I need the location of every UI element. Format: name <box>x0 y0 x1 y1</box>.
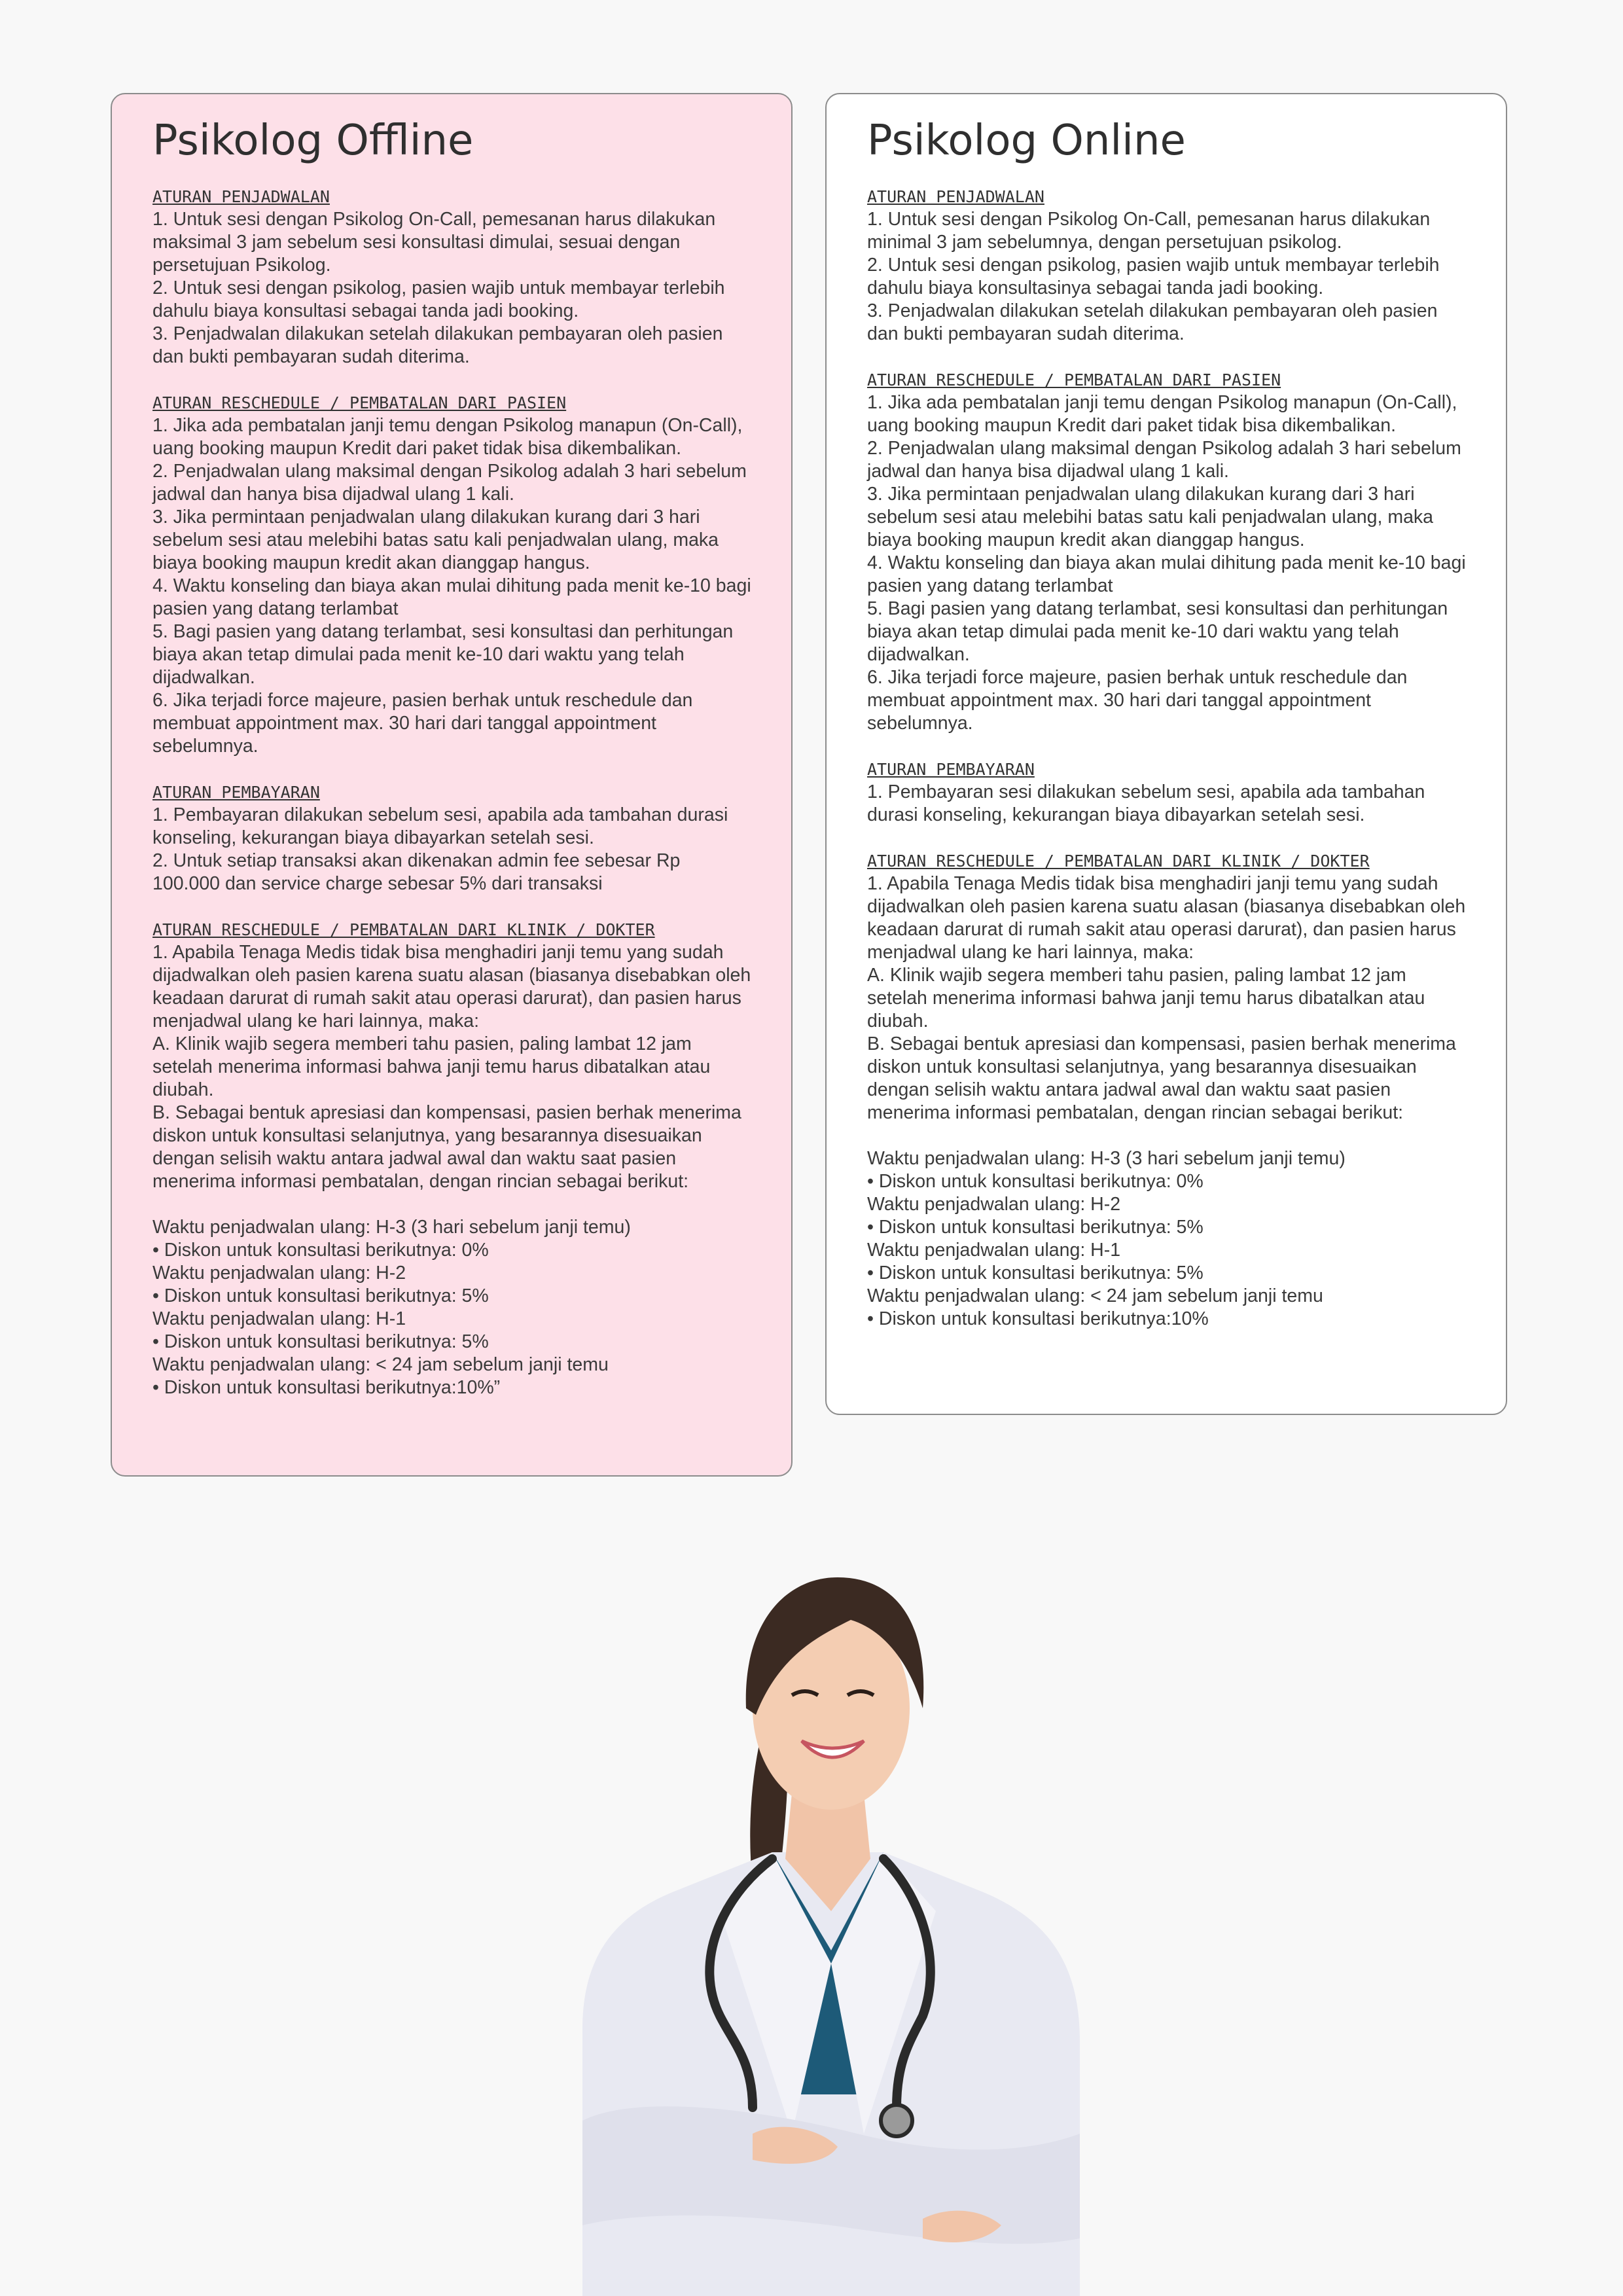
offline-card <box>111 93 793 1477</box>
online-title: Psikolog Online <box>867 117 1186 165</box>
section-heading: ATURAN RESCHEDULE / PEMBATALAN DARI PASIEN <box>152 393 567 413</box>
stethoscope-chest-piece <box>881 2105 912 2136</box>
section-body: 1. Pembayaran sesi dilakukan sebelum sesi, apabila ada tambahan durasi konseling, kekurangan biaya dibayarkan setelah sesi. <box>867 781 1425 826</box>
online-card <box>825 93 1507 1415</box>
online-section-patient-reschedule <box>867 368 1467 735</box>
section-heading: ATURAN RESCHEDULE / PEMBATALAN DARI KLINIK / DOKTER <box>152 920 655 940</box>
section-body: 1. Jika ada pembatalan janji temu dengan Psikolog manapun (On-Call), uang booking maupun Kredit dari paket tidak bisa dikembalikan. 2. Penjadwalan ulang maksimal dengan Psikolog adalah 3 hari sebelum jadwal dan hanya bisa dijadwal ulang 1 kali. 3. Jika permintaan penjadwalan ulang dilakukan kurang dari 3 hari sebelum sesi atau melebihi batas satu kali penjadwalan ulang, maka biaya booking maupun kredit akan dianggap hangus. 4. Waktu konseling dan biaya akan mulai dihitung pada menit ke-10 bagi pasien yang datang terlambat 5. Bagi pasien yang datang terlambat, sesi konsultasi dan perhitungan biaya akan tetap dimulai pada menit ke-10 dari waktu yang telah dijadwalkan. 6. Jika terjadi force majeure, pasien berhak untuk reschedule dan membuat appointment max. 30 hari dari tanggal appointment sebelumnya. <box>867 392 1466 734</box>
online-section-clinic-reschedule <box>867 850 1467 1331</box>
section-body: 1. Untuk sesi dengan Psikolog On-Call, pemesanan harus dilakukan minimal 3 jam sebelumnya, dengan persetujuan psikolog. 2. Untuk sesi dengan psikolog, pasien wajib untuk membayar terlebih dahulu biaya konsultasinya sebagai tanda jadi booking. 3. Penjadwalan dilakukan setelah dilakukan pembayaran oleh pasien dan bukti pembayaran sudah diterima. <box>867 209 1440 345</box>
section-heading: ATURAN PENJADWALAN <box>867 187 1044 207</box>
online-section-payment <box>867 758 1467 827</box>
offline-section-scheduling <box>152 185 752 368</box>
section-body: 1. Jika ada pembatalan janji temu dengan Psikolog manapun (On-Call), uang booking maupun Kredit dari paket tidak bisa dikembalikan. 2. Penjadwalan ulang maksimal dengan Psikolog adalah 3 hari sebelum jadwal dan hanya bisa dijadwal ulang 1 kali. 3. Jika permintaan penjadwalan ulang dilakukan kurang dari 3 hari sebelum sesi atau melebihi batas satu kali penjadwalan ulang, maka biaya booking maupun kredit akan dianggap hangus. 4. Waktu konseling dan biaya akan mulai dihitung pada menit ke-10 bagi pasien yang datang terlambat 5. Bagi pasien yang datang terlambat, sesi konsultasi dan perhitungan biaya akan tetap dimulai pada menit ke-10 dari waktu yang telah dijadwalkan. 6. Jika terjadi force majeure, pasien berhak untuk reschedule dan membuat appointment max. 30 hari dari tanggal appointment sebelumnya. <box>152 415 751 757</box>
section-heading: ATURAN PEMBAYARAN <box>867 760 1035 780</box>
section-heading: ATURAN PEMBAYARAN <box>152 783 320 802</box>
section-body: 1. Apabila Tenaga Medis tidak bisa menghadiri janji temu yang sudah dijadwalkan oleh pasien karena suatu alasan (biasanya disebabkan oleh keadaan darurat di rumah sakit atau operasi darurat), dan pasien harus menjadwal ulang ke hari lainnya, maka: A. Klinik wajib segera memberi tahu pasien, paling lambat 12 jam setelah menerima informasi bahwa janji temu harus dibatalkan atau diubah. B. Sebagai bentuk apresiasi dan kompensasi, pasien berhak menerima diskon untuk konsultasi selanjutnya, yang besarannya disesuaikan dengan selisih waktu antara jadwal awal dan waktu saat pasien menerima informasi pembatalan, dengan rincian sebagai berikut: Waktu penjadwalan ulang: H-3 (3 hari sebelum janji temu) • Diskon untuk konsultasi berikutnya: 0% Waktu penjadwalan ulang: H-2 • Diskon untuk konsultasi berikutnya: 5% Waktu penjadwalan ulang: H-1 • Diskon untuk konsultasi berikutnya: 5% Waktu penjadwalan ulang: < 24 jam sebelum janji temu • Diskon untuk konsultasi berikutnya:10%” <box>152 942 751 1399</box>
offline-section-payment <box>152 781 752 895</box>
section-body: 1. Pembayaran dilakukan sebelum sesi, apabila ada tambahan durasi konseling, kekurangan biaya dibayarkan setelah sesi. 2. Untuk setiap transaksi akan dikenakan admin fee sebesar Rp 100.000 dan service charge sebesar 5% dari transaksi <box>152 804 728 895</box>
online-section-scheduling <box>867 185 1467 346</box>
section-heading: ATURAN RESCHEDULE / PEMBATALAN DARI PASIEN <box>867 370 1281 390</box>
section-heading: ATURAN RESCHEDULE / PEMBATALAN DARI KLINIK / DOKTER <box>867 852 1370 871</box>
section-body: 1. Apabila Tenaga Medis tidak bisa menghadiri janji temu yang sudah dijadwalkan oleh pasien karena suatu alasan (biasanya disebabkan oleh keadaan darurat di rumah sakit atau operasi darurat), dan pasien harus menjadwal ulang ke hari lainnya, maka: A. Klinik wajib segera memberi tahu pasien, paling lambat 12 jam setelah menerima informasi bahwa janji temu harus dibatalkan atau diubah. B. Sebagai bentuk apresiasi dan kompensasi, pasien berhak menerima diskon untuk konsultasi selanjutnya, yang besarannya disesuaikan dengan selisih waktu antara jadwal awal dan waktu saat pasien menerima informasi pembatalan, dengan rincian sebagai berikut: Waktu penjadwalan ulang: H-3 (3 hari sebelum janji temu) • Diskon untuk konsultasi berikutnya: 0% Waktu penjadwalan ulang: H-2 • Diskon untuk konsultasi berikutnya: 5% Waktu penjadwalan ulang: H-1 • Diskon untuk konsultasi berikutnya: 5% Waktu penjadwalan ulang: < 24 jam sebelum janji temu • Diskon untuk konsultasi berikutnya:10% <box>867 873 1466 1330</box>
doctor-photo <box>556 1545 1106 2296</box>
offline-section-patient-reschedule <box>152 391 752 758</box>
offline-title: Psikolog Offline <box>152 117 474 165</box>
offline-section-clinic-reschedule <box>152 918 752 1399</box>
section-body: 1. Untuk sesi dengan Psikolog On-Call, pemesanan harus dilakukan maksimal 3 jam sebelum sesi konsultasi dimulai, sesuai dengan persetujuan Psikolog. 2. Untuk sesi dengan psikolog, pasien wajib untuk membayar terlebih dahulu biaya konsultasi sebagai tanda jadi booking. 3. Penjadwalan dilakukan setelah dilakukan pembayaran oleh pasien dan bukti pembayaran sudah diterima. <box>152 209 725 368</box>
section-heading: ATURAN PENJADWALAN <box>152 187 330 207</box>
